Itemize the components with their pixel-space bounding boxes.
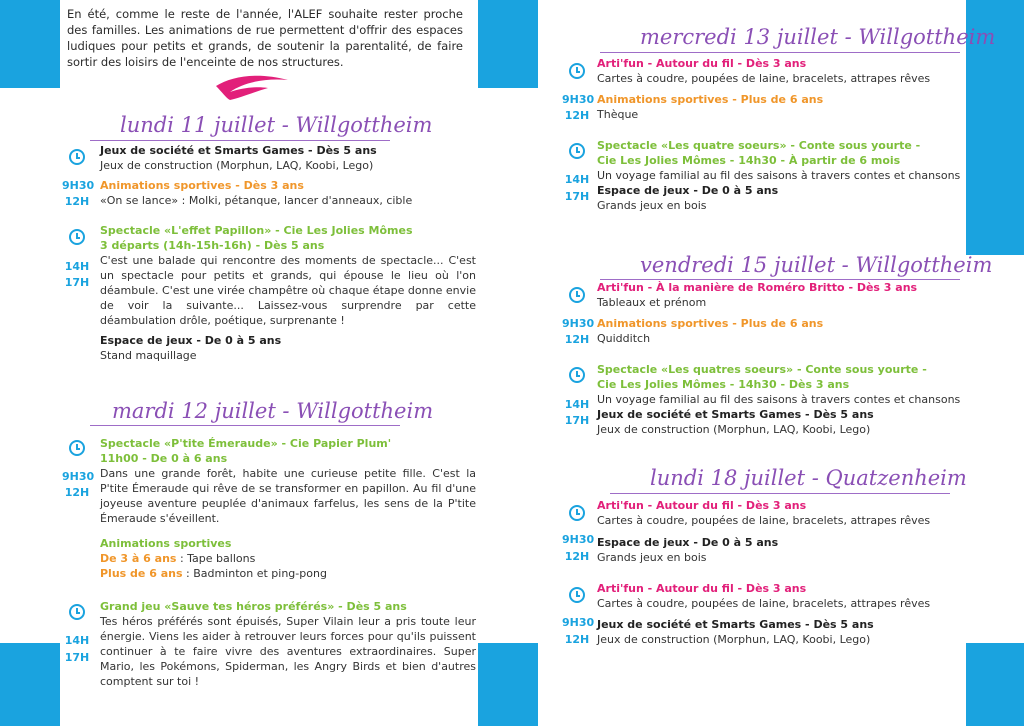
event-list — [100, 333, 476, 363]
blue-bar-bottom-right — [966, 643, 1024, 726]
time-label: 9H30 — [562, 616, 595, 629]
blue-bar-top-center — [478, 0, 538, 88]
day-title-underline — [610, 493, 950, 494]
event-list — [100, 436, 476, 526]
event-title: Espace de jeux - De 0 à 5 ans — [100, 334, 282, 347]
clock-icon — [69, 229, 85, 245]
age-label: De 3 à 6 ans — [100, 552, 177, 565]
age-label: Plus de 6 ans — [100, 567, 183, 580]
time-label: 12H — [564, 633, 590, 646]
event-title: Espace de jeux - De 0 à 5 ans — [597, 536, 779, 549]
time-label: 17H — [64, 651, 90, 664]
event-list — [597, 581, 963, 611]
event-description: Jeux de construction (Morphun, LAQ, Koobi, Lego) — [100, 159, 374, 172]
time-label: 17H — [564, 414, 590, 427]
event-description: Cartes à coudre, poupées de laine, bracelets, attrapes rêves — [597, 597, 931, 610]
time-label: 9H30 — [562, 317, 595, 330]
day-title-mercredi-13: mercredi 13 juillet - Willgottheim — [640, 25, 996, 49]
event-title: Animations sportives - Dès 3 ans — [100, 179, 304, 192]
event-list — [597, 138, 963, 213]
time-label: 9H30 — [62, 179, 95, 192]
day-title-mardi-12: mardi 12 juillet - Willgottheim — [112, 399, 434, 423]
event-description: Un voyage familial au fil des saisons à travers contes et chansons — [597, 393, 961, 406]
time-label: 12H — [64, 486, 90, 499]
event-list — [597, 280, 963, 310]
clock-icon — [569, 587, 585, 603]
day-title-underline — [90, 425, 400, 426]
time-label: 9H30 — [62, 470, 95, 483]
event-list — [597, 56, 963, 86]
event-list — [100, 223, 476, 328]
time-label: 12H — [564, 109, 590, 122]
event-list — [597, 498, 963, 528]
event-title: Jeux de société et Smarts Games - Dès 5 ans — [100, 144, 377, 157]
time-label: 17H — [564, 190, 590, 203]
clock-icon — [569, 505, 585, 521]
brush-stroke-decoration — [212, 70, 292, 104]
intro-paragraph: En été, comme le reste de l'année, l'ALEF souhaite rester proche des familles. Les animations de rue permettent d'offrir des espaces ludiques pour petits et grands, de soutenir la parentalité, de faire sortir des loisirs de l'enceinte de nos structures. — [67, 7, 463, 69]
event-description: Stand maquillage — [100, 349, 197, 362]
event-title: Jeux de société et Smarts Games - Dès 5 ans — [597, 408, 874, 421]
clock-icon — [569, 143, 585, 159]
clock-icon — [69, 440, 85, 456]
event-description: C'est une balade qui rencontre des moments de spectacle... C'est un spectacle pour petits et grands, qui épouse le lieu où l'on déambule. C'est une virée champêtre où chaque étape donne envie de voir la suivante... Laissez-vous surprendre par cette déambulation drôle, poétique, surprenante ! — [100, 254, 476, 327]
time-label: 12H — [64, 195, 90, 208]
event-description: : Tape ballons — [176, 552, 256, 565]
clock-icon — [569, 287, 585, 303]
event-description: : Badminton et ping-pong — [182, 567, 327, 580]
blue-bar-bottom-left — [0, 643, 60, 726]
time-label: 17H — [64, 276, 90, 289]
event-list — [597, 617, 963, 647]
event-title: Animations sportives - Plus de 6 ans — [597, 317, 824, 330]
clock-icon — [569, 367, 585, 383]
blue-bar-top-left — [0, 0, 60, 88]
event-description: Tableaux et prénom — [597, 296, 707, 309]
event-description: «On se lance» : Molki, pétanque, lancer d'anneaux, cible — [100, 194, 413, 207]
event-title: Spectacle «L'effet Papillon» - Cie Les Jolies Mômes — [100, 224, 413, 237]
event-title: Arti'fun - Autour du fil - Dès 3 ans — [597, 57, 807, 70]
event-title: Animations sportives — [100, 537, 232, 550]
event-title: Grand jeu «Sauve tes héros préférés» - Dès 5 ans — [100, 600, 407, 613]
event-description: Jeux de construction (Morphun, LAQ, Koobi, Lego) — [597, 633, 871, 646]
event-description: Cartes à coudre, poupées de laine, bracelets, attrapes rêves — [597, 72, 931, 85]
event-description: Thèque — [597, 108, 639, 121]
event-list — [100, 143, 476, 173]
event-subtitle: 3 départs (14h-15h-16h) - Dès 5 ans — [100, 239, 325, 252]
event-list — [100, 178, 476, 208]
day-title-underline — [90, 140, 390, 141]
time-label: 12H — [564, 333, 590, 346]
event-title: Espace de jeux - De 0 à 5 ans — [597, 184, 779, 197]
event-title: Arti'fun - Autour du fil - Dès 3 ans — [597, 499, 807, 512]
event-title: Arti'fun - À la manière de Roméro Britto - Dès 3 ans — [597, 281, 918, 294]
event-title: Spectacle «Les quatre soeurs» - Conte sous yourte - — [597, 139, 921, 152]
event-line — [100, 566, 476, 581]
event-line — [100, 551, 476, 566]
time-label: 14H — [64, 260, 90, 273]
clock-icon — [69, 604, 85, 620]
event-description: Quidditch — [597, 332, 651, 345]
day-title-lundi-11: lundi 11 juillet - Willgottheim — [120, 113, 433, 137]
time-label: 12H — [564, 550, 590, 563]
event-title: Animations sportives - Plus de 6 ans — [597, 93, 824, 106]
event-description: Grands jeux en bois — [597, 551, 707, 564]
event-description: Dans une grande forêt, habite une curieuse petite fille. C'est la P'tite Émeraude qui rêve de se transformer en papillon. Au fil d'une joyeuse aventure peuplée d'animaux farfelus, les sens de la P'tite Émeraude s'éveillent. — [100, 467, 476, 525]
time-label: 9H30 — [562, 533, 595, 546]
event-subtitle: Cie Les Jolies Mômes - 14h30 - À partir de 6 mois — [597, 154, 901, 167]
time-label: 14H — [64, 634, 90, 647]
event-subtitle: 11h00 - De 0 à 6 ans — [100, 452, 228, 465]
day-title-lundi-18: lundi 18 juillet - Quatzenheim — [650, 466, 967, 490]
event-list — [597, 92, 963, 122]
event-title: Spectacle «Les quatres soeurs» - Conte sous yourte - — [597, 363, 927, 376]
day-title-underline — [600, 52, 960, 53]
day-title-vendredi-15: vendredi 15 juillet - Willgottheim — [640, 253, 993, 277]
event-description: Un voyage familial au fil des saisons à travers contes et chansons — [597, 169, 961, 182]
event-list — [100, 599, 476, 689]
event-subtitle: Cie Les Jolies Mômes - 14h30 - Dès 3 ans — [597, 378, 850, 391]
clock-icon — [569, 63, 585, 79]
event-description: Cartes à coudre, poupées de laine, bracelets, attrapes rêves — [597, 514, 931, 527]
event-description: Tes héros préférés sont épuisés, Super Vilain leur a pris toute leur énergie. Viens les aider à retrouver leurs forces pour qu'ils puissent continuer à te faire vivre des aventures extraordinaires. Super Mario, les Pokémons, Spiderman, les Angry Birds et bien d'autres comptent sur toi ! — [100, 615, 476, 688]
event-description: Jeux de construction (Morphun, LAQ, Koobi, Lego) — [597, 423, 871, 436]
event-description: Grands jeux en bois — [597, 199, 707, 212]
event-title: Arti'fun - Autour du fil - Dès 3 ans — [597, 582, 807, 595]
event-title: Jeux de société et Smarts Games - Dès 5 ans — [597, 618, 874, 631]
event-list — [597, 535, 963, 565]
event-list — [597, 362, 963, 437]
time-label: 14H — [564, 173, 590, 186]
time-label: 9H30 — [562, 93, 595, 106]
event-title: Spectacle «P'tite Émeraude» - Cie Papier Plum' — [100, 437, 392, 450]
clock-icon — [69, 149, 85, 165]
event-list — [100, 536, 476, 581]
event-list — [597, 316, 963, 346]
time-label: 14H — [564, 398, 590, 411]
blue-bar-bottom-center — [478, 643, 538, 726]
